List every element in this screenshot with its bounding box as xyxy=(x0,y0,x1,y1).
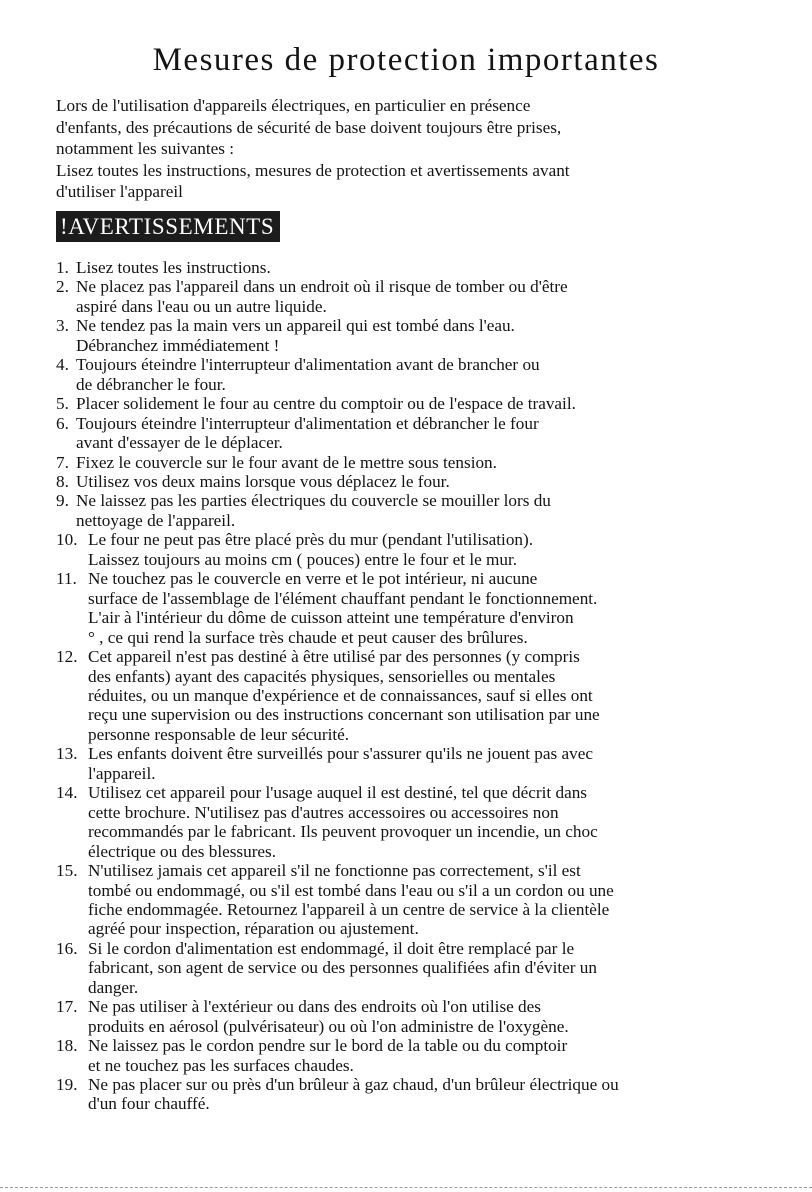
warning-item xyxy=(56,530,776,569)
warning-item xyxy=(56,744,776,783)
warning-text-line: Ne touchez pas le couvercle en verre et le pot intérieur, ni aucune xyxy=(88,569,538,589)
warning-text-line: d'un four chauffé. xyxy=(88,1094,210,1114)
intro-line: d'enfants, des précautions de sécurité de base doivent toujours être prises, xyxy=(56,117,562,137)
warning-text-line: N'utilisez jamais cet appareil s'il ne fonctionne pas correctement, s'il est xyxy=(88,861,581,881)
warning-item xyxy=(56,453,776,472)
warnings-list xyxy=(56,258,776,1114)
page-title: Mesures de protection importantes xyxy=(152,42,660,78)
warning-number: 13. xyxy=(56,744,78,764)
warning-number: 5. xyxy=(56,394,69,414)
warning-item xyxy=(56,783,776,861)
warning-text-line: ° , ce qui rend la surface très chaude et peut causer des brûlures. xyxy=(88,627,528,647)
warning-text-line: Ne pas placer sur ou près d'un brûleur à gaz chaud, d'un brûleur électrique ou xyxy=(88,1075,619,1095)
warning-item xyxy=(56,569,776,647)
warning-item xyxy=(56,472,776,491)
warning-text-line: Ne laissez pas les parties électriques du couvercle se mouiller lors du xyxy=(76,491,551,511)
warning-number: 6. xyxy=(56,413,69,433)
warning-text-line: Utilisez cet appareil pour l'usage auquel il est destiné, tel que décrit dans xyxy=(88,783,587,803)
warning-item xyxy=(56,258,776,277)
warning-text-line: Débranchez immédiatement ! xyxy=(76,335,280,355)
warning-text-line: tombé ou endommagé, ou s'il est tombé dans l'eau ou s'il a un cordon ou une xyxy=(88,880,614,900)
warning-number: 18. xyxy=(56,1036,78,1056)
warning-item xyxy=(56,997,776,1036)
intro-line: notamment les suivantes : xyxy=(56,139,235,158)
warning-text-line: Placer solidement le four au centre du comptoir ou de l'espace de travail. xyxy=(76,394,576,414)
warning-text-line: cette brochure. N'utilisez pas d'autres accessoires ou accessoires non xyxy=(88,802,559,822)
warning-text-line: nettoyage de l'appareil. xyxy=(76,510,236,530)
warning-text-line: Utilisez vos deux mains lorsque vous déplacez le four. xyxy=(76,471,450,491)
intro-line: d'utiliser l'appareil xyxy=(56,182,183,201)
warning-item xyxy=(56,355,776,394)
warning-text-line: avant d'essayer de le déplacer. xyxy=(76,433,283,453)
warning-number: 10. xyxy=(56,530,78,550)
warning-item xyxy=(56,939,776,997)
warning-text-line: électrique ou des blessures. xyxy=(88,841,277,861)
warning-number: 14. xyxy=(56,783,78,803)
warning-text-line: de débrancher le four. xyxy=(76,374,226,394)
warning-text-line: Cet appareil n'est pas destiné à être utilisé par des personnes (y compris xyxy=(88,647,580,667)
warning-item xyxy=(56,394,776,413)
warning-number: 9. xyxy=(56,491,69,511)
warning-text-line: Ne placez pas l'appareil dans un endroit où il risque de tomber ou d'être xyxy=(76,277,568,297)
intro-line: Lors de l'utilisation d'appareils électriques, en particulier en présence xyxy=(56,96,531,115)
warning-text-line: fiche endommagée. Retournez l'appareil à un centre de service à la clientèle xyxy=(88,899,610,919)
warning-number: 4. xyxy=(56,355,69,375)
warning-text-line: surface de l'assemblage de l'élément chauffant pendant le fonctionnement. xyxy=(88,588,598,608)
warning-number: 7. xyxy=(56,452,69,472)
warning-text-line: L'air à l'intérieur du dôme de cuisson atteint une température d'environ xyxy=(88,608,574,628)
warning-text-line: Le four ne peut pas être placé près du mur (pendant l'utilisation). xyxy=(88,530,534,550)
warning-text-line: Ne tendez pas la main vers un appareil qui est tombé dans l'eau. xyxy=(76,316,515,336)
warning-number: 2. xyxy=(56,277,69,297)
warning-number: 19. xyxy=(56,1075,78,1095)
warning-item xyxy=(56,1075,776,1114)
intro-line: Lisez toutes les instructions, mesures de protection et avertissements avant xyxy=(56,160,570,180)
warning-number: 3. xyxy=(56,316,69,336)
warning-text-line: et ne touchez pas les surfaces chaudes. xyxy=(88,1055,354,1075)
warning-text-line: l'appareil. xyxy=(88,763,156,783)
warning-text-line: aspiré dans l'eau ou un autre liquide. xyxy=(76,296,327,316)
warning-text-line: Toujours éteindre l'interrupteur d'alimentation et débrancher le four xyxy=(76,413,539,433)
warning-text-line: agréé pour inspection, réparation ou ajustement. xyxy=(88,919,419,939)
warning-text-line: danger. xyxy=(88,977,139,997)
warning-number: 1. xyxy=(56,258,69,277)
warning-number: 17. xyxy=(56,997,78,1017)
warning-number: 16. xyxy=(56,938,78,958)
warning-text-line: Lisez toutes les instructions. xyxy=(76,258,271,277)
warning-number: 12. xyxy=(56,647,78,667)
warning-number: 8. xyxy=(56,471,69,491)
warnings-banner: !AVERTISSEMENTS xyxy=(56,211,280,242)
warning-text-line: Si le cordon d'alimentation est endommagé, il doit être remplacé par le xyxy=(88,938,575,958)
warning-number: 11. xyxy=(56,569,77,589)
warning-item xyxy=(56,316,776,355)
warning-text-line: Ne laissez pas le cordon pendre sur le bord de la table ou du comptoir xyxy=(88,1036,568,1056)
warning-text-line: Laissez toujours au moins cm ( pouces) entre le four et le mur. xyxy=(88,549,518,569)
warning-text-line: Toujours éteindre l'interrupteur d'alimentation avant de brancher ou xyxy=(76,355,540,375)
warning-text-line: fabricant, son agent de service ou des personnes qualifiées afin d'éviter un xyxy=(88,958,597,978)
warning-text-line: des enfants) ayant des capacités physiques, sensorielles ou mentales xyxy=(88,666,556,686)
warning-text-line: réduites, ou un manque d'expérience et de connaissances, sauf si elles ont xyxy=(88,685,593,705)
warning-item xyxy=(56,647,776,744)
warning-text-line: reçu une supervision ou des instructions concernant son utilisation par une xyxy=(88,705,600,725)
warning-number: 15. xyxy=(56,861,78,881)
warning-item xyxy=(56,1036,776,1075)
warning-item xyxy=(56,491,776,530)
warning-item xyxy=(56,277,776,316)
warning-item xyxy=(56,414,776,453)
warning-text-line: Fixez le couvercle sur le four avant de le mettre sous tension. xyxy=(76,452,497,472)
warning-text-line: Les enfants doivent être surveillés pour s'assurer qu'ils ne jouent pas avec xyxy=(88,744,593,764)
warning-text-line: produits en aérosol (pulvérisateur) ou où l'on administre de l'oxygène. xyxy=(88,1016,569,1036)
page-divider xyxy=(0,1187,812,1188)
warning-text-line: Ne pas utiliser à l'extérieur ou dans des endroits où l'on utilise des xyxy=(88,997,541,1017)
warning-item xyxy=(56,861,776,939)
intro-paragraph xyxy=(56,95,756,203)
warning-text-line: personne responsable de leur sécurité. xyxy=(88,724,350,744)
warning-text-line: recommandés par le fabricant. Ils peuvent provoquer un incendie, un choc xyxy=(88,822,598,842)
